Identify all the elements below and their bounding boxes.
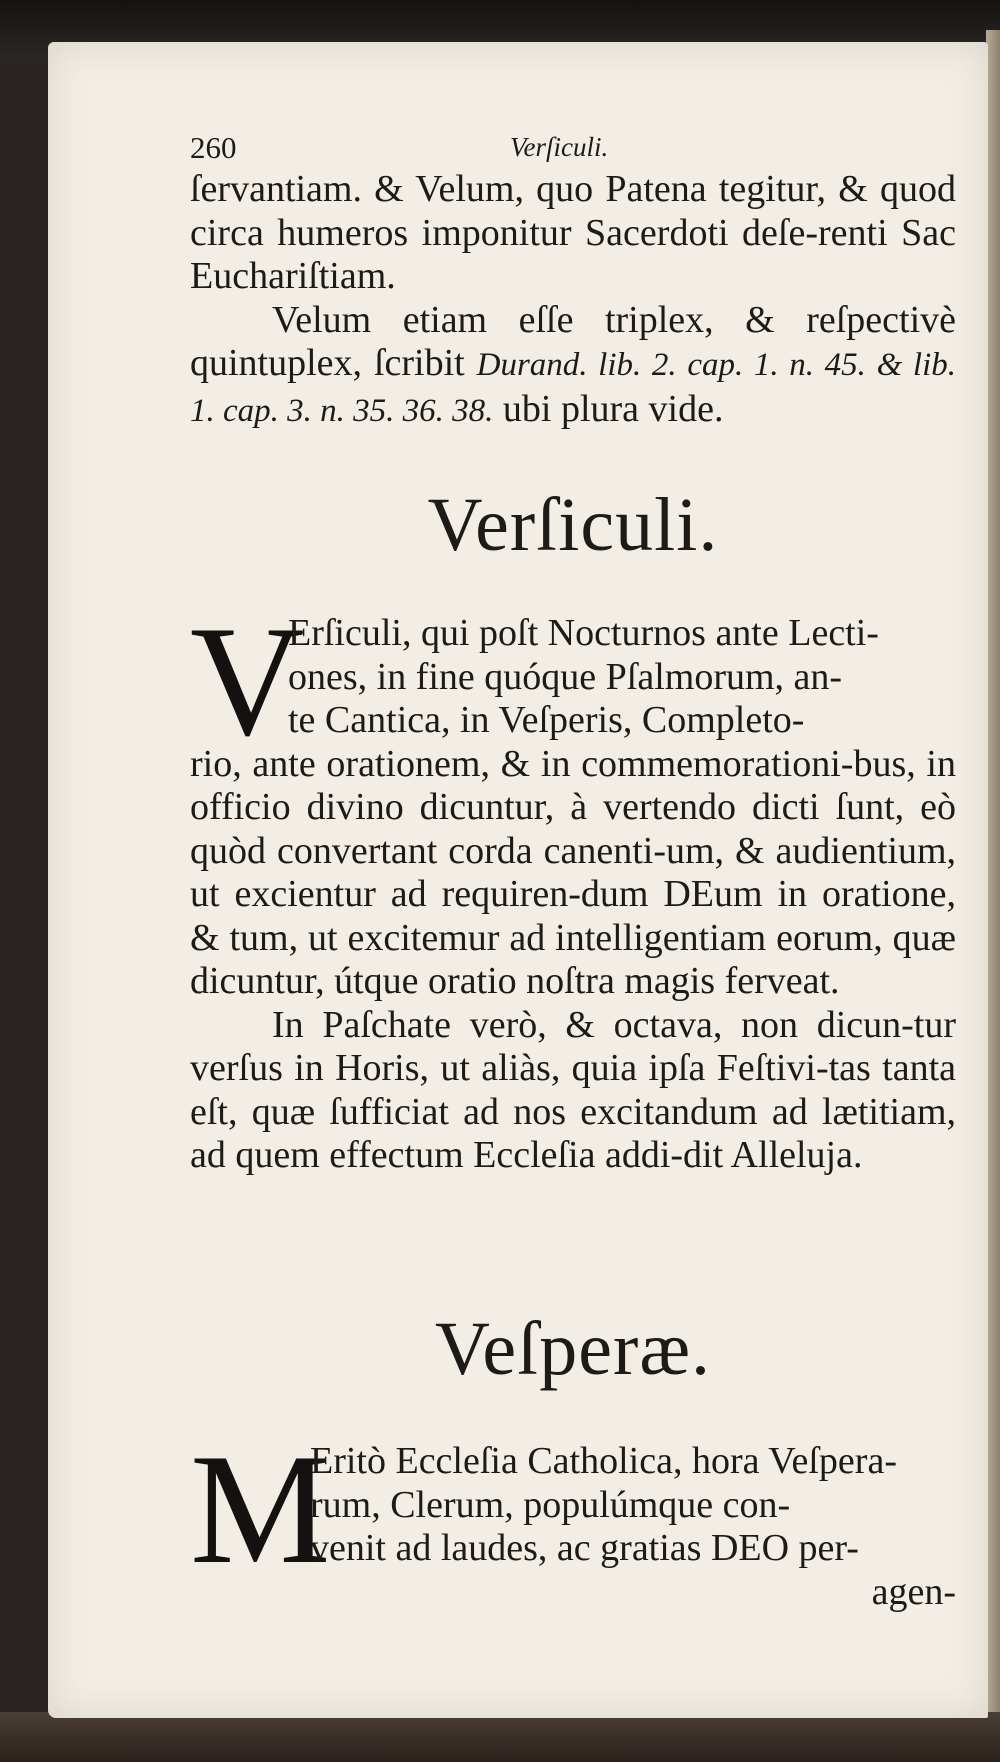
text-line: Eritò Eccleſia Catholica, hora Veſpera- [310, 1440, 897, 1482]
section-1-paragraph-1: rio, ante orationem, & in commemorationi-bus, in officio divino dicuntur, à vertendo dicti ſunt, eò quòd convertant corda canenti-um, & audientium, ut excientur ad requiren-dum DEum in oratione, & tum, ut excitemur ad intelligentiam eorum, quæ dicuntur, útque oratio noſtra magis ferveat. [190, 742, 956, 1002]
book-edge [986, 30, 1000, 1762]
intro-paragraph-1: ſervantiam. & Velum, quo Patena tegitur, & quod circa humeros imponitur Sacerdoti deſe-renti Sac Euchariſtiam. [190, 168, 956, 297]
section-heading-vesperae: Veſperæ. [434, 1307, 712, 1391]
citation: Durand. lib. 2. cap. 1. n. 45. & lib. 1. cap. 3. n. 35. 36. 38. [190, 347, 956, 429]
running-title: Verſiculi. [510, 132, 609, 162]
text-line: venit ad laudes, ac gratias DEO per- [310, 1527, 859, 1569]
text-line: te Cantica, in Veſperis, Completo- [288, 699, 805, 741]
intro-paragraph-2: Velum etiam eſſe triplex, & reſpectivè quintuplex, ſcribit Durand. lib. 2. cap. 1. n. 45. & lib. 1. cap. 3. n. 35. 36. 38. ubi plura vide. [190, 298, 956, 430]
section-1-text [190, 594, 956, 1178]
page-header [190, 130, 956, 166]
section-2-text [190, 1422, 956, 1614]
drop-cap-v: V [190, 594, 305, 769]
text-line: ones, in fine quóque Pſalmorum, an- [288, 655, 843, 698]
catchword: agen- [871, 1570, 956, 1613]
page-number: 260 [190, 130, 237, 165]
text-line: Erſiculi, qui poſt Nocturnos ante Lecti- [288, 612, 879, 654]
section-1-paragraph-2: In Paſchate verò, & octava, non dicun-tur verſus in Horis, ut aliàs, quia ipſa Feſtivi-tas tanta eſt, quæ ſufficiat ad nos excitandum ad lætitiam, ad quem effectum Eccleſia addi-dit Alleluja. [190, 1003, 956, 1176]
section-heading-versiculi: Verſiculi. [427, 483, 719, 567]
text-line: rum, Clerum, populúmque con- [310, 1483, 791, 1526]
bottom-scan-border [0, 1712, 1000, 1762]
drop-cap-m: M [190, 1422, 331, 1597]
intro-text [190, 168, 956, 433]
